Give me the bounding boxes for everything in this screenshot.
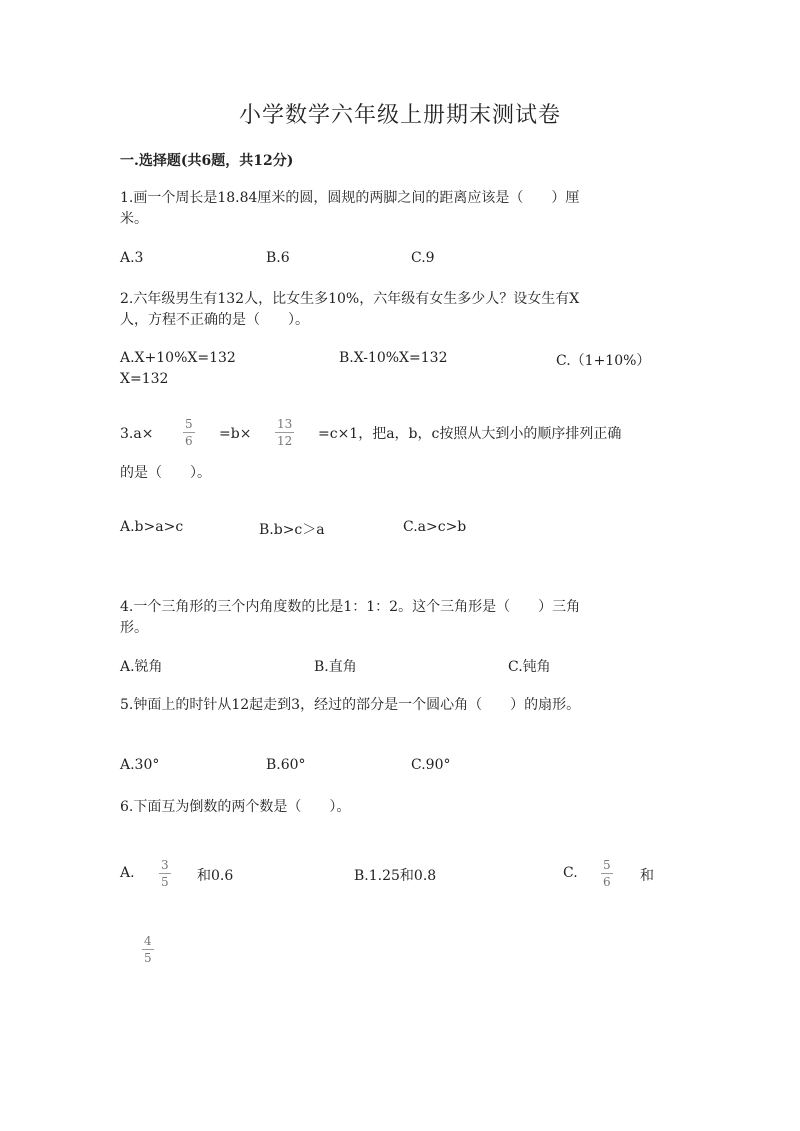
- question-6-option-c-fraction: [601, 858, 613, 889]
- question-4-option-b: B.直角: [314, 659, 357, 675]
- question-2-option-a: A.X+10%X=132: [120, 350, 236, 366]
- question-6-option-c-tail: 和: [640, 868, 654, 884]
- fraction-denominator: 5: [161, 875, 169, 889]
- question-2-option-c: C.（1+10%）: [556, 353, 651, 369]
- question-6-option-b: B.1.25和0.8: [354, 868, 437, 884]
- question-1-option-a: A.3: [120, 250, 144, 266]
- question-2-option-b: B.X-10%X=132: [339, 350, 448, 366]
- question-4-option-a: A.锐角: [120, 659, 163, 675]
- section-heading: 一.选择题(共6题，共12分): [120, 153, 294, 169]
- question-1-line-2: 米。: [120, 211, 148, 227]
- fraction-bar: [142, 949, 154, 950]
- question-3-option-a: A.b>a>c: [120, 519, 184, 535]
- question-1-option-b: B.6: [266, 250, 290, 266]
- question-4-option-c: C.钝角: [508, 659, 551, 675]
- question-3-suffix: =c×1，把a，b，c按照从大到小的顺序排列正确: [318, 426, 622, 442]
- question-3-fraction-2: [275, 417, 294, 448]
- question-4-line-2: 形。: [120, 620, 148, 636]
- fraction-bar: [275, 432, 294, 433]
- fraction-denominator: 6: [603, 875, 611, 889]
- fraction-numerator: 5: [185, 417, 193, 431]
- question-3-prefix: 3.a×: [120, 426, 154, 442]
- question-5-option-a: A.30°: [120, 757, 160, 773]
- fraction-numerator: 5: [603, 858, 611, 872]
- fraction-denominator: 6: [185, 434, 193, 448]
- question-1-line-1: 1.画一个周长是18.84厘米的圆，圆规的两脚之间的距离应该是（ ）厘: [120, 190, 580, 206]
- question-6-option-a-fraction: [159, 858, 171, 889]
- question-5-line-1: 5.钟面上的时针从12起走到3，经过的部分是一个圆心角（ ）的扇形。: [120, 697, 581, 713]
- fraction-denominator: 12: [277, 434, 293, 448]
- question-5-option-c: C.90°: [411, 757, 451, 773]
- question-3-option-c: C.a>c>b: [403, 519, 467, 535]
- fraction-numerator: 3: [161, 858, 169, 872]
- question-4-line-1: 4.一个三角形的三个内角度数的比是1：1：2。这个三角形是（ ）三角: [120, 599, 581, 615]
- page-title: 小学数学六年级上册期末测试卷: [238, 103, 561, 128]
- question-6-option-a-tail: 和0.6: [197, 868, 234, 884]
- fraction-bar: [159, 873, 171, 874]
- question-2-option-c-continued: X=132: [120, 371, 169, 387]
- fraction-bar: [601, 873, 613, 874]
- question-3-option-b: B.b>c＞a: [259, 522, 325, 538]
- fraction-denominator: 5: [144, 951, 152, 965]
- question-3-middle: =b×: [219, 426, 252, 442]
- question-1-option-c: C.9: [411, 250, 435, 266]
- question-6-option-a-label: A.: [120, 865, 135, 881]
- question-6-option-c-label: C.: [563, 865, 578, 881]
- fraction-numerator: 13: [277, 417, 293, 431]
- fraction-bar: [183, 432, 195, 433]
- question-6-option-c-fraction-2: [142, 934, 154, 965]
- question-3-line-2: 的是（ ）。: [120, 465, 211, 481]
- question-5-option-b: B.60°: [266, 757, 306, 773]
- fraction-numerator: 4: [144, 934, 152, 948]
- question-2-line-2: 人，方程不正确的是（ ）。: [120, 312, 309, 328]
- question-6-line-1: 6.下面互为倒数的两个数是（ ）。: [120, 799, 351, 815]
- question-3-fraction-1: [183, 417, 195, 448]
- question-2-line-1: 2.六年级男生有132人，比女生多10%，六年级有女生多少人？设女生有X: [120, 291, 580, 307]
